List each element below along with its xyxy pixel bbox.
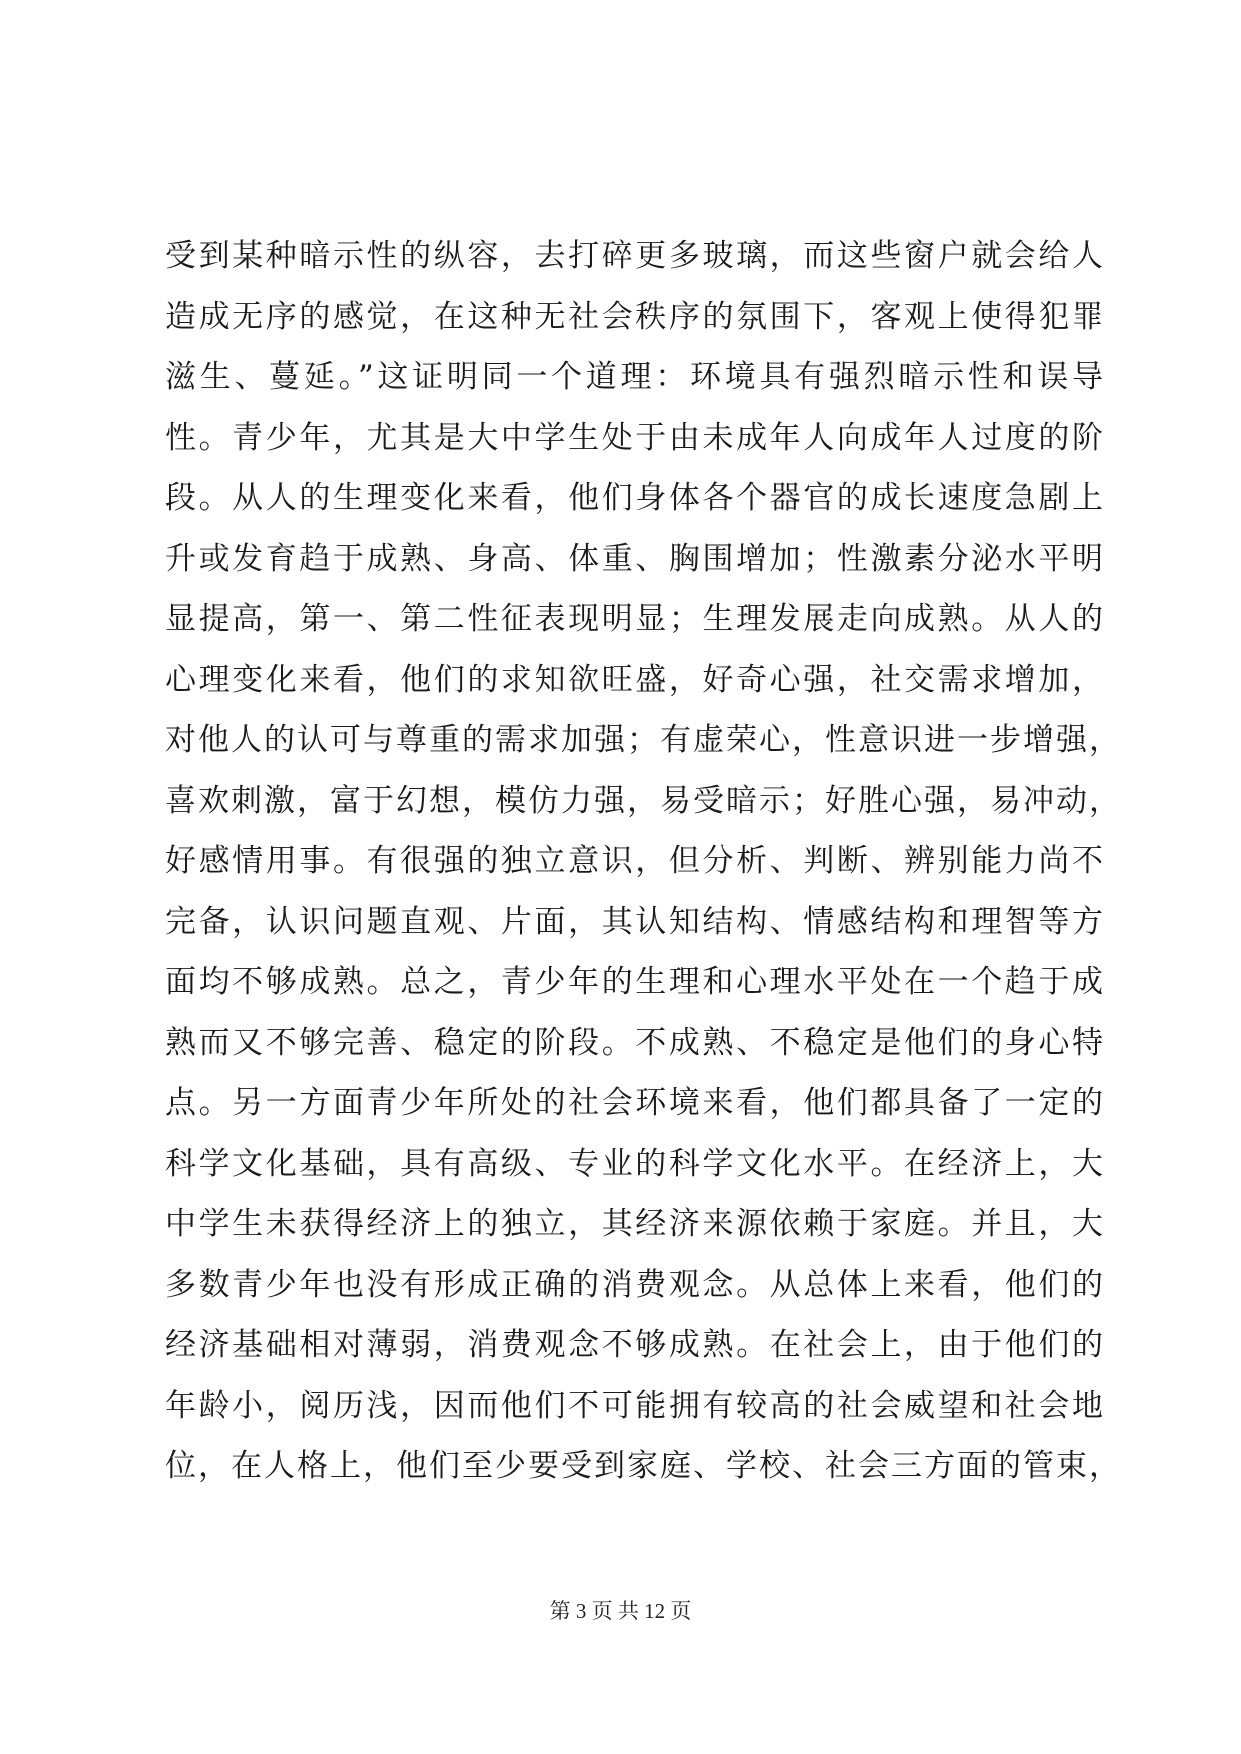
text-line: 位，在人格上，他们至少要受到家庭、学校、社会三方面的管束，: [165, 1448, 1122, 1484]
text-line: 好感情用事。有很强的独立意识，但分析、判断、辨别能力尚不: [165, 843, 1105, 879]
text-line: 完备，认识问题直观、片面，其认知结构、情感结构和理智等方: [165, 903, 1105, 940]
text-line: 年龄小，阅历浅，因而他们不可能拥有较高的社会威望和社会地: [165, 1387, 1105, 1424]
text-line: 升或发育趋于成熟、身高、体重、胸围增加；性激素分泌水平明: [165, 540, 1105, 577]
text-line: 性。青少年，尤其是大中学生处于由未成年人向成年人过度的阶: [165, 419, 1105, 456]
text-line: 点。另一方面青少年所处的社会环境来看，他们都具备了一定的: [165, 1085, 1105, 1121]
text-line: 造成无序的感觉，在这种无社会秩序的氛围下，客观上使得犯罪: [165, 298, 1105, 335]
text-line: 对他人的认可与尊重的需求加强；有虚荣心，性意识进一步增强，: [165, 722, 1122, 758]
text-line: 科学文化基础，具有高级、专业的科学文化水平。在经济上，大: [165, 1145, 1105, 1182]
text-line: 中学生未获得经济上的独立，其经济来源依赖于家庭。并且，大: [165, 1206, 1105, 1242]
text-line: 喜欢刺激，富于幻想，模仿力强，易受暗示；好胜心强，易冲动，: [165, 782, 1122, 819]
text-line: 心理变化来看，他们的求知欲旺盛，好奇心强，社交需求增加，: [165, 661, 1105, 698]
text-line: 经济基础相对薄弱，消费观念不够成熟。在社会上，由于他们的: [165, 1327, 1105, 1363]
text-line: 滋生、蔓延。”这证明同一个道理：环境具有强烈暗示性和误导: [165, 359, 1105, 395]
text-line: 面均不够成熟。总之，青少年的生理和心理水平处在一个趋于成: [165, 964, 1105, 1000]
text-line: 段。从人的生理变化来看，他们身体各个器官的成长速度急剧上: [165, 480, 1105, 516]
body-paragraph: [165, 226, 1122, 1497]
text-line: 显提高，第一、第二性征表现明显；生理发展走向成熟。从人的: [165, 601, 1105, 637]
text-line: 受到某种暗示性的纵容，去打碎更多玻璃，而这些窗户就会给人: [165, 238, 1105, 274]
text-line: 熟而又不够完善、稳定的阶段。不成熟、不稳定是他们的身心特: [165, 1024, 1105, 1061]
text-line: 多数青少年也没有形成正确的消费观念。从总体上来看，他们的: [165, 1266, 1105, 1303]
page-number-footer: 第 3 页 共 12 页: [549, 1599, 692, 1623]
